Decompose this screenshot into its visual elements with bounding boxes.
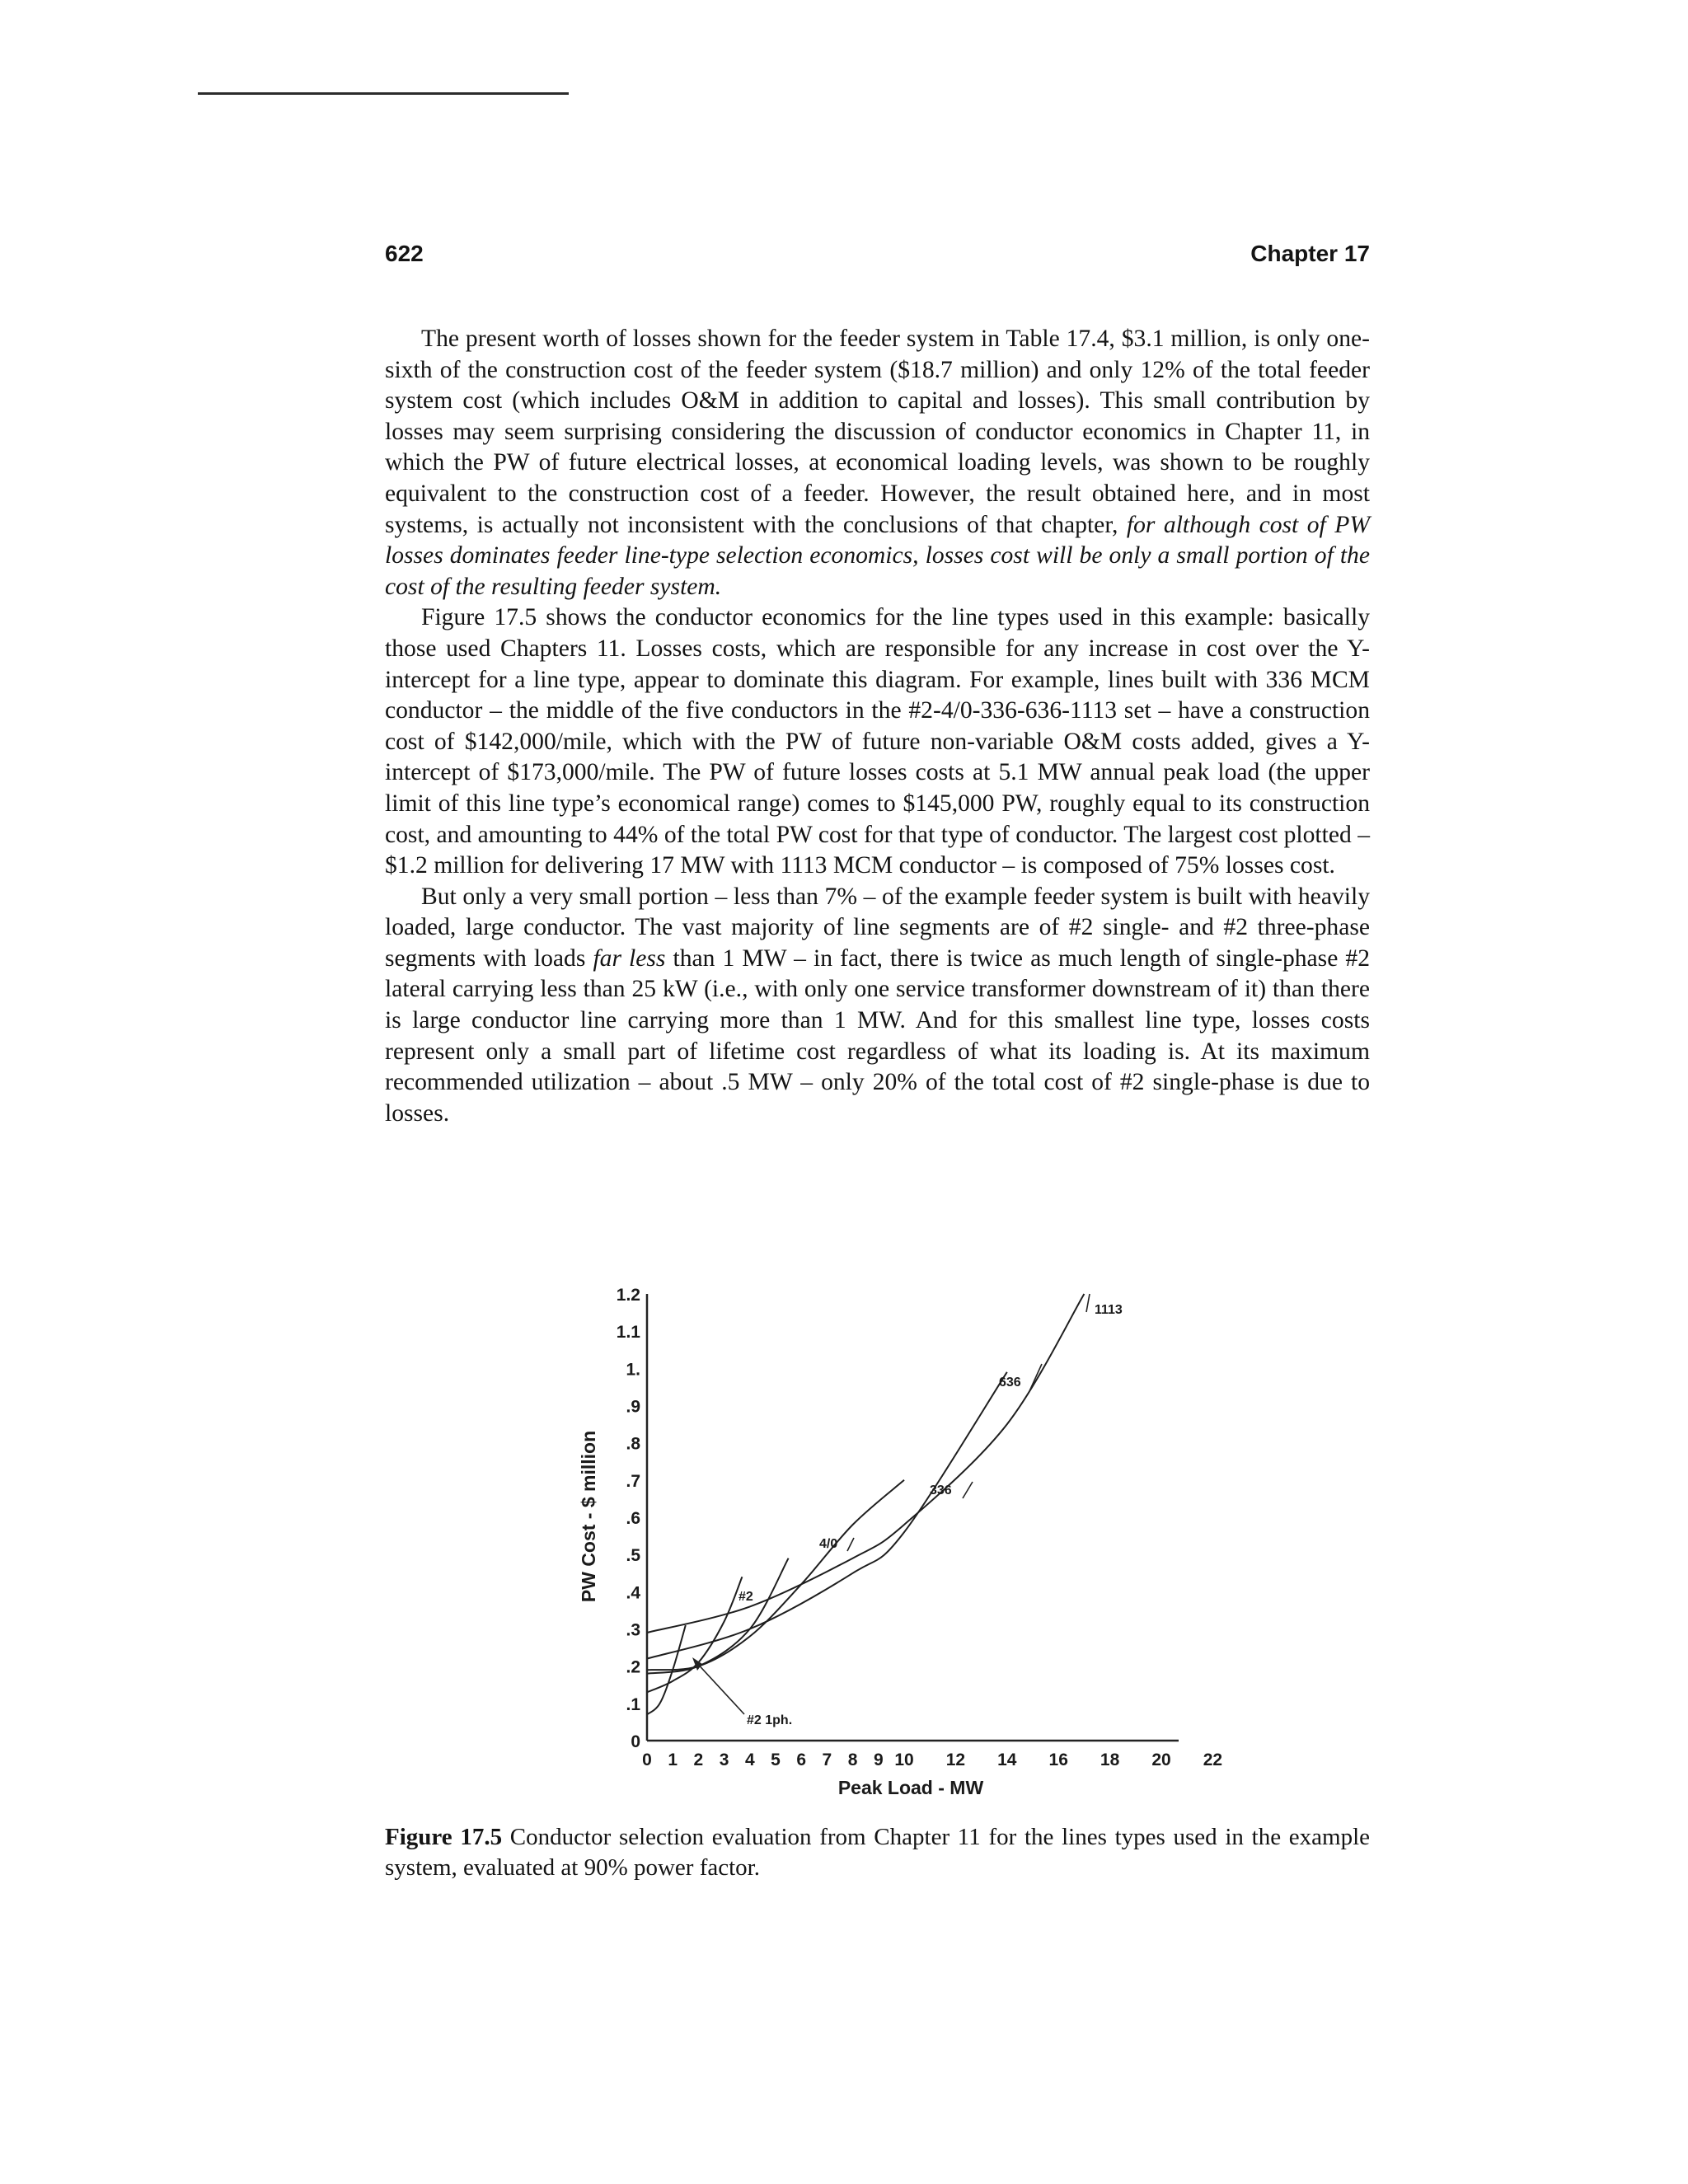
x-tick-label: 20 — [1151, 1750, 1171, 1769]
curve-label-2: #2 — [738, 1590, 753, 1604]
curve-336 — [647, 1480, 904, 1670]
curve-label-4-0: 4/0 — [819, 1537, 838, 1551]
paragraph-3-text-a: But only a very small portion – less than 7% – of the example feeder system is built with heavily loaded, large conductor. The vast majority of line segments are of #2 single- and #2 three-phase segments with loads — [385, 883, 1370, 972]
y-tick-label: 1.2 — [616, 1286, 640, 1305]
x-tick-label: 18 — [1100, 1750, 1120, 1769]
label-leader-336 — [963, 1482, 973, 1498]
curve-2 — [647, 1577, 742, 1692]
y-tick-label: .8 — [626, 1434, 640, 1454]
curve-label-636: 636 — [999, 1376, 1021, 1390]
paragraph-2: Figure 17.5 shows the conductor economics for the line types used in this example: basically those used Chapters 11. Losses costs, which are responsible for any increase in cost over the Y-intercept for a line type, appear to dominate this diagram. For example, lines built with 336 MCM conductor – the middle of the five conductors in the #2-4/0-336-636-1113 set – have a construction cost of $142,000/mile, which with the PW of future non-variable O&M costs added, gives a Y-intercept of $173,000/mile. The PW of future losses costs at 5.1 MW annual peak load (the upper limit of this line type’s economical range) comes to $145,000 PW, roughly equal to its construction cost, and amounting to 44% of the total PW cost for that type of conductor. The largest cost plotted – $1.2 million for delivering 17 MW with 1113 MCM conductor – is composed of 75% losses cost. — [385, 604, 1370, 879]
y-tick-label: 1.1 — [616, 1323, 640, 1343]
x-tick-label: 7 — [822, 1750, 832, 1769]
y-tick-label: .1 — [626, 1694, 640, 1714]
page-number: 622 — [385, 241, 424, 266]
x-tick-label: 16 — [1048, 1750, 1068, 1769]
x-tick-label: 2 — [693, 1750, 704, 1769]
label-leader-636 — [1029, 1364, 1042, 1391]
curve-636 — [647, 1372, 1007, 1659]
y-tick-label: .4 — [626, 1583, 640, 1603]
y-tick-label: .3 — [626, 1620, 640, 1640]
y-tick-label: .9 — [626, 1397, 640, 1417]
curve-label-1113: 1113 — [1095, 1303, 1123, 1317]
y-tick-label: .7 — [626, 1471, 640, 1491]
paragraph-3-emphasis: far less — [593, 944, 666, 972]
y-tick-labels — [617, 1286, 641, 1751]
figure-caption-text: Conductor selection evaluation from Chapter 11 for the lines types used in the example system, evaluated at 90% power factor. — [385, 1824, 1371, 1881]
figure-label: Figure 17.5 — [385, 1824, 503, 1850]
label-leader-2-1ph — [694, 1660, 744, 1714]
x-tick-label: 4 — [744, 1750, 755, 1769]
x-tick-label: 1 — [668, 1750, 678, 1769]
x-axis-title: Peak Load - MW — [837, 1777, 984, 1798]
paragraph-1-text: The present worth of losses shown for the feeder system in Table 17.4, $3.1 million, is only one-sixth of the construction cost of the feeder system ($18.7 million) and only 12% of the total feeder system cost (which includes O&M in addition to capital and losses). This small contribution by losses may seem surprising considering the discussion of conductor economics in Chapter 11, in which the PW of future electrical losses, at economical loading levels, was shown to be roughly equivalent to the construction cost of a feeder. However, the result obtained here, and in most systems, is actually not inconsistent with the conclusions of that chapter, — [385, 326, 1370, 538]
x-tick-label: 14 — [997, 1750, 1017, 1769]
y-tick-label: .5 — [626, 1546, 640, 1566]
figure-caption — [385, 1822, 1370, 1883]
y-tick-label: 1. — [626, 1360, 640, 1380]
x-tick-label: 0 — [642, 1750, 652, 1769]
x-tick-label: 3 — [719, 1750, 729, 1769]
label-leader-4-0 — [847, 1538, 854, 1551]
chart-curves — [647, 1294, 1084, 1714]
y-tick-label: .6 — [626, 1509, 640, 1528]
paragraph-1-emphasis: for although cost of PW losses dominates feeder line-type selection economics, losses cost will be only a small portion of the cost of the resulting feeder system. — [385, 511, 1370, 600]
x-tick-label: 12 — [945, 1750, 966, 1769]
y-tick-label: 0 — [631, 1732, 640, 1751]
label-leader-1113 — [1086, 1294, 1090, 1312]
paragraph-3-text-b: than 1 MW – in fact, there is twice as much length of single-phase #2 lateral carrying less than 25 kW (i.e., with only one service transformer downstream of it) than there is large conductor line carrying more than 1 MW. And for this smallest line type, losses costs represent only a small part of lifetime cost regardless of what its loading is. At its maximum recommended utilization – about .5 MW – only 20% of the total cost of #2 single-phase is due to losses. — [385, 944, 1370, 1127]
x-tick-label: 6 — [796, 1750, 807, 1769]
x-tick-label: 9 — [873, 1750, 884, 1769]
x-tick-label: 22 — [1203, 1750, 1223, 1769]
curve-label-2-1ph: #2 1ph. — [747, 1713, 793, 1727]
x-tick-label: 10 — [894, 1750, 914, 1769]
x-tick-label: 5 — [771, 1750, 781, 1769]
x-tick-label: 8 — [847, 1750, 858, 1769]
x-tick-labels — [642, 1750, 1222, 1769]
chapter-label: Chapter 17 — [1250, 241, 1370, 266]
y-tick-label: .2 — [626, 1657, 640, 1677]
curve-label-336: 336 — [930, 1483, 952, 1497]
curve-1113 — [647, 1294, 1084, 1633]
y-axis-title: PW Cost - $ million — [578, 1430, 599, 1603]
